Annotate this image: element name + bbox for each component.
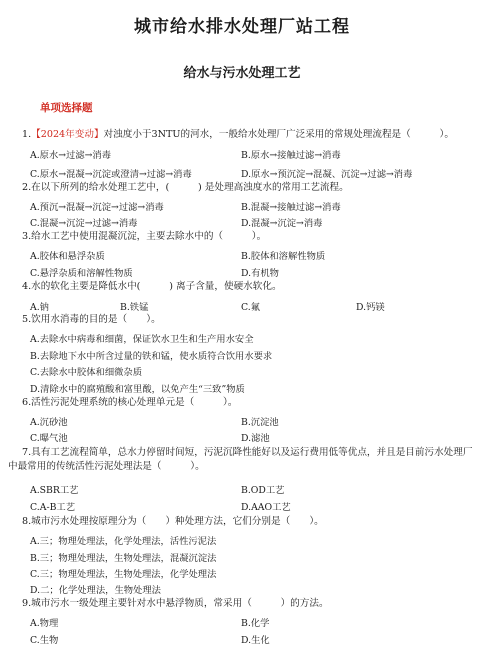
question-tag: 【2024年变动】 <box>31 129 104 140</box>
option-d: D.混凝→沉淀→消毒 <box>241 218 323 229</box>
option-c: C.三；物理处理法，生物处理法，化学处理法 <box>30 569 217 580</box>
option-a: A.物理 <box>30 618 59 629</box>
option-d: D.钙镁 <box>356 302 385 313</box>
question-text: 在以下所列的给水处理工艺中，( ) 是处理高浊度水的常用工艺流程。 <box>31 182 349 193</box>
option-a: A.胶体和悬浮杂质 <box>30 251 105 262</box>
question-number: 9. <box>22 598 32 609</box>
option-c: C.原水→混凝→沉淀或澄清→过滤→消毒 <box>30 169 192 180</box>
question-number: 8. <box>22 516 32 527</box>
question-7 <box>8 446 476 474</box>
option-a: A.去除水中病毒和细菌，保证饮水卫生和生产用水安全 <box>30 334 254 345</box>
question-2 <box>22 181 484 195</box>
option-b: B.去除地下水中所含过量的铁和锰，使水质符合饮用水要求 <box>30 351 273 362</box>
question-text: 具有工艺流程简单，总水力停留时间短，污泥沉降性能好以及运行费用低等优点，并且是目前污水处理厂中最常用的传统活性污泥处理法是（ ）。 <box>8 447 473 472</box>
question-1 <box>22 128 484 142</box>
question-number: 2. <box>22 182 32 193</box>
option-b: B.混凝→接触过滤→消毒 <box>241 202 341 213</box>
question-text: 给水工艺中使用混凝沉淀，主要去除水中的（ ）。 <box>31 231 267 242</box>
option-a: A.预沉→混凝→沉淀→过滤→消毒 <box>30 202 164 213</box>
option-c: C.悬浮杂质和溶解性物质 <box>30 268 133 279</box>
option-b: B.三；物理处理法，生物处理法，混凝沉淀法 <box>30 553 217 564</box>
question-number: 1. <box>22 129 32 140</box>
option-b: B.胶体和溶解性物质 <box>241 251 326 262</box>
option-b: B.原水→接触过滤→消毒 <box>241 150 341 161</box>
option-d: D.清除水中的腐殖酸和富里酸，以免产生“三致”物质 <box>30 384 245 395</box>
question-text: 活性污泥处理系统的核心处理单元是（ ）。 <box>31 397 238 408</box>
option-c: C.去除水中胶体和细微杂质 <box>30 367 143 378</box>
question-6 <box>22 396 484 410</box>
option-a: A.原水→过滤→消毒 <box>30 150 112 161</box>
option-d: D.生化 <box>241 635 270 646</box>
question-number: 5. <box>22 314 32 325</box>
question-4 <box>22 280 484 294</box>
option-a: A.SBR工艺 <box>30 485 79 496</box>
question-3 <box>22 230 484 244</box>
option-b: B.OD工艺 <box>241 485 285 496</box>
option-d: D.有机物 <box>241 268 279 279</box>
option-d: D.二；化学处理法，生物处理法 <box>30 585 161 596</box>
question-text: 水的软化主要是降低水中( ) 离子含量，使硬水软化。 <box>31 281 282 292</box>
option-d: D.滤池 <box>241 433 270 444</box>
question-text: 城市污水处理按原理分为（ ）种处理方法，它们分别是（ ）。 <box>31 516 324 527</box>
question-number: 4. <box>22 281 32 292</box>
option-a: A.钠 <box>30 302 49 313</box>
option-c: C.A-B工艺 <box>30 502 76 513</box>
section-heading: 单项选择题 <box>40 102 93 114</box>
document-subtitle: 给水与污水处理工艺 <box>183 66 301 81</box>
option-d: D.AAO工艺 <box>241 502 291 513</box>
question-9 <box>22 597 484 611</box>
question-text: 饮用水消毒的目的是（ ）。 <box>31 314 161 325</box>
question-text: 对浊度小于3NTU的河水，一般给水处理厂广泛采用的常规处理流程是（ ）。 <box>103 129 454 140</box>
question-number: 6. <box>22 397 32 408</box>
question-number: 7. <box>22 447 32 458</box>
option-a: A.沉砂池 <box>30 417 68 428</box>
option-b: B.沉淀池 <box>241 417 279 428</box>
document-title: 城市给水排水处理厂站工程 <box>134 17 350 37</box>
question-8 <box>22 515 484 529</box>
option-b: B.化学 <box>241 618 270 629</box>
option-c: C.曝气池 <box>30 433 68 444</box>
option-d: D.原水→预沉淀→混凝、沉淀→过滤→消毒 <box>241 169 413 180</box>
option-b: B.铁锰 <box>120 302 149 313</box>
question-text: 城市污水一级处理主要针对水中悬浮物质，常采用（ ）的方法。 <box>31 598 329 609</box>
option-c: C.混凝→沉淀→过滤→消毒 <box>30 218 138 229</box>
question-5 <box>22 313 484 327</box>
option-c: C.生物 <box>30 635 59 646</box>
question-number: 3. <box>22 231 32 242</box>
option-a: A.三；物理处理法，化学处理法，活性污泥法 <box>30 536 217 547</box>
option-c: C.氟 <box>241 302 261 313</box>
